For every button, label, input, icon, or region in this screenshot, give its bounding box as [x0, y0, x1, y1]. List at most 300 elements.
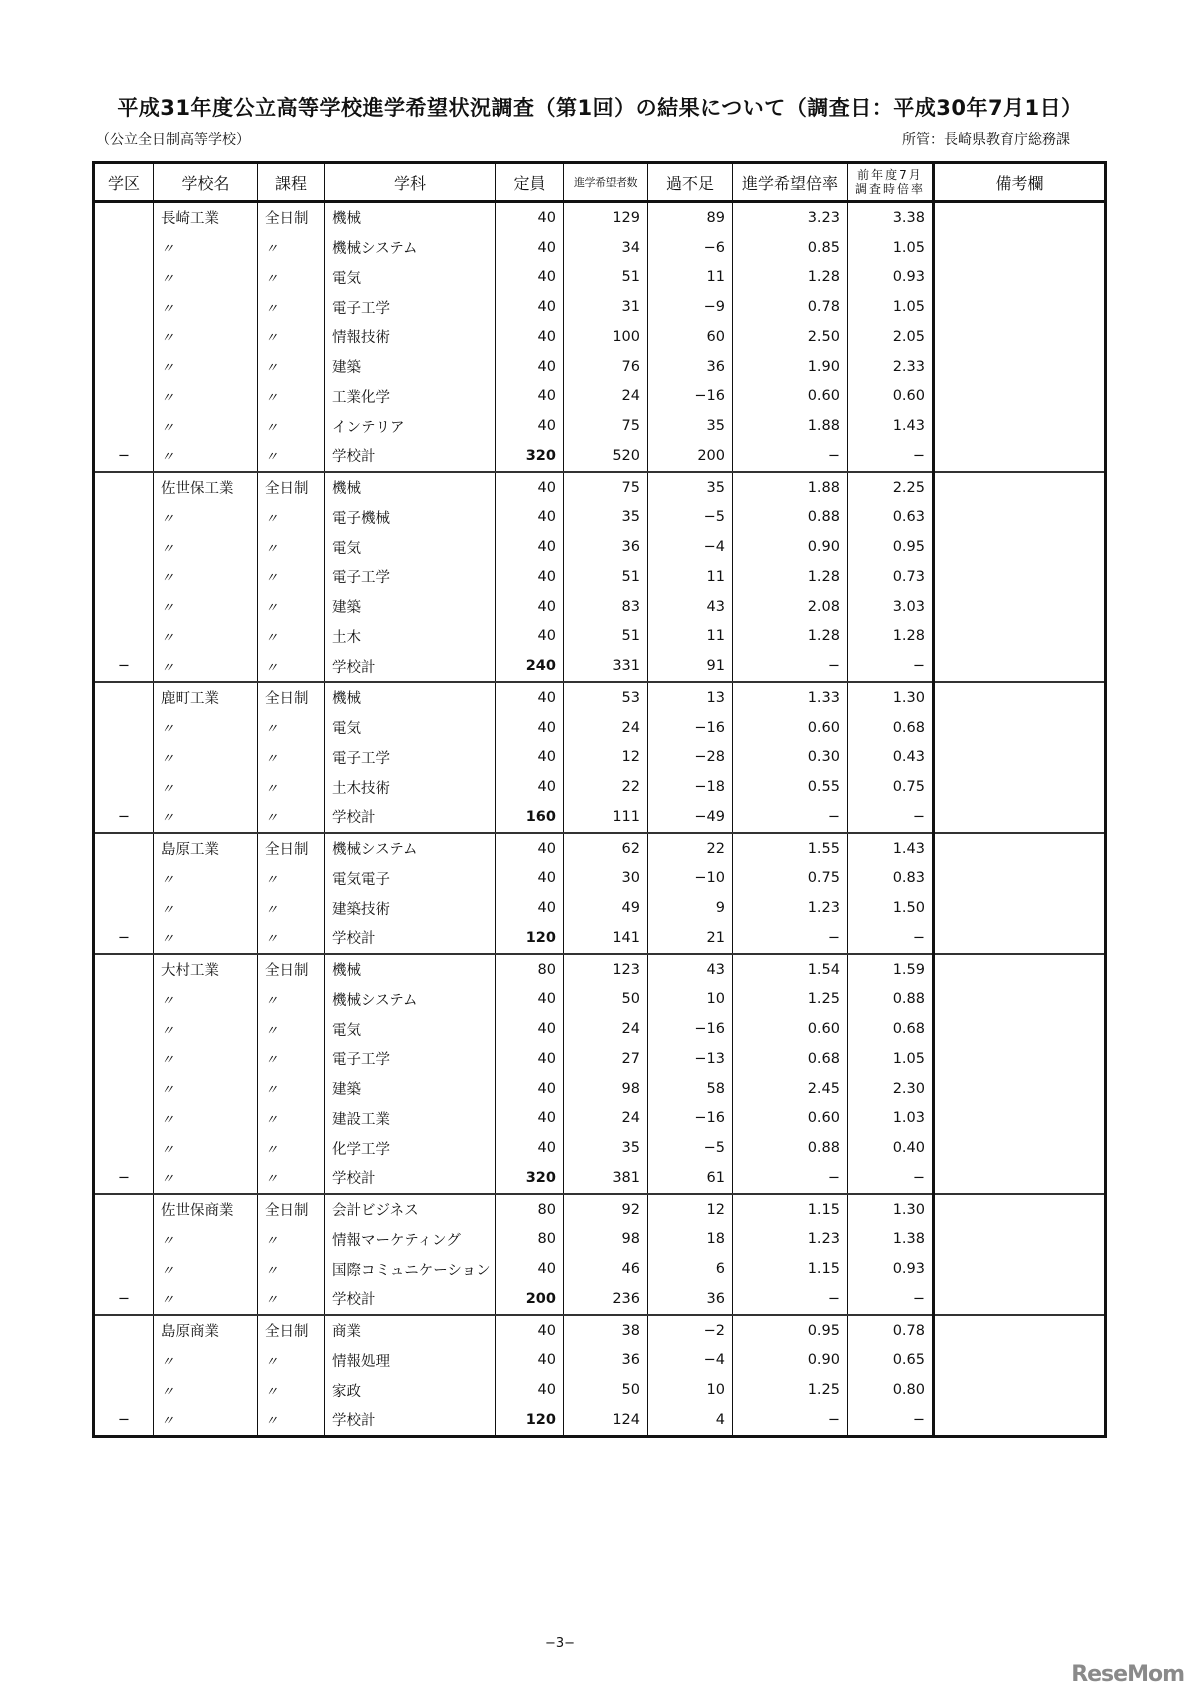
school-name-cell: 〃: [154, 532, 258, 562]
district-cell: −: [94, 651, 154, 682]
prev-ratio-cell: 1.59: [848, 954, 934, 985]
course-cell: 全日制: [258, 1194, 325, 1225]
school-name-cell: 鹿町工業: [154, 682, 258, 713]
ratio-cell: 2.45: [733, 1074, 848, 1104]
remarks-cell: [934, 441, 1106, 472]
surplus-cell: −16: [648, 1104, 733, 1134]
capacity-cell: 40: [496, 1254, 564, 1284]
district-cell: [94, 1044, 154, 1074]
page-number: −3−: [544, 1636, 576, 1651]
capacity-cell: 40: [496, 893, 564, 923]
ratio-cell: 1.15: [733, 1254, 848, 1284]
table-row: [94, 532, 1106, 562]
prev-ratio-cell: 1.05: [848, 233, 934, 263]
district-cell: [94, 202, 154, 233]
department-cell: 学校計: [325, 1284, 496, 1315]
department-cell: 建築: [325, 1074, 496, 1104]
course-cell: 〃: [258, 622, 325, 652]
district-cell: [94, 352, 154, 382]
school-name-cell: 〃: [154, 322, 258, 352]
ratio-cell: 1.28: [733, 622, 848, 652]
district-cell: [94, 592, 154, 622]
ratio-cell: −: [733, 802, 848, 833]
surplus-cell: −4: [648, 1346, 733, 1376]
header-ratio: 進学希望倍率: [733, 163, 848, 202]
table-row: [94, 622, 1106, 652]
school-name-cell: 佐世保商業: [154, 1194, 258, 1225]
table-row: [94, 1133, 1106, 1163]
table-row: [94, 1074, 1106, 1104]
course-cell: 〃: [258, 292, 325, 322]
ratio-cell: −: [733, 923, 848, 954]
ratio-cell: −: [733, 1163, 848, 1194]
department-cell: 国際コミュニケーション: [325, 1254, 496, 1284]
prev-ratio-cell: 2.33: [848, 352, 934, 382]
applicants-cell: 98: [564, 1074, 648, 1104]
school-name-cell: 〃: [154, 1375, 258, 1405]
district-cell: −: [94, 441, 154, 472]
course-cell: 〃: [258, 1014, 325, 1044]
district-cell: [94, 382, 154, 412]
capacity-cell: 40: [496, 1133, 564, 1163]
surplus-cell: 4: [648, 1405, 733, 1436]
school-name-cell: 〃: [154, 772, 258, 802]
school-name-cell: 〃: [154, 1163, 258, 1194]
course-cell: 〃: [258, 1405, 325, 1436]
applicants-cell: 75: [564, 472, 648, 503]
table-row: [94, 1375, 1106, 1405]
department-cell: 電気電子: [325, 864, 496, 894]
prev-ratio-cell: 1.30: [848, 682, 934, 713]
school-name-cell: 〃: [154, 1044, 258, 1074]
course-cell: 〃: [258, 1284, 325, 1315]
course-cell: 〃: [258, 233, 325, 263]
header-capacity: 定員: [496, 163, 564, 202]
applicants-cell: 123: [564, 954, 648, 985]
prev-ratio-cell: −: [848, 1405, 934, 1436]
capacity-cell: 40: [496, 743, 564, 773]
surplus-cell: 18: [648, 1225, 733, 1255]
course-cell: 〃: [258, 1375, 325, 1405]
remarks-cell: [934, 1375, 1106, 1405]
department-cell: 建設工業: [325, 1104, 496, 1134]
district-cell: −: [94, 1163, 154, 1194]
course-cell: 〃: [258, 1044, 325, 1074]
district-cell: [94, 532, 154, 562]
prev-ratio-cell: 0.83: [848, 864, 934, 894]
table-row: [94, 322, 1106, 352]
prev-ratio-cell: 0.88: [848, 985, 934, 1015]
department-cell: 電子工学: [325, 562, 496, 592]
capacity-cell: 200: [496, 1284, 564, 1315]
applicants-cell: 51: [564, 263, 648, 293]
surplus-cell: 6: [648, 1254, 733, 1284]
table-row: [94, 743, 1106, 773]
table-row: [94, 923, 1106, 954]
remarks-cell: [934, 772, 1106, 802]
prev-ratio-cell: 1.05: [848, 1044, 934, 1074]
capacity-cell: 40: [496, 1375, 564, 1405]
prev-ratio-cell: 2.05: [848, 322, 934, 352]
applicants-cell: 38: [564, 1315, 648, 1346]
department-cell: 電気: [325, 532, 496, 562]
district-cell: [94, 263, 154, 293]
school-name-cell: 〃: [154, 802, 258, 833]
capacity-cell: 40: [496, 1346, 564, 1376]
document-department-label: 所管：長崎県教育庁総務課: [902, 132, 1070, 148]
remarks-cell: [934, 1133, 1106, 1163]
ratio-cell: 1.28: [733, 562, 848, 592]
remarks-cell: [934, 592, 1106, 622]
header-course: 課程: [258, 163, 325, 202]
department-cell: 学校計: [325, 1163, 496, 1194]
table-row: [94, 1315, 1106, 1346]
applicants-cell: 236: [564, 1284, 648, 1315]
applicants-cell: 51: [564, 622, 648, 652]
ratio-cell: 1.23: [733, 893, 848, 923]
course-cell: 全日制: [258, 472, 325, 503]
surplus-cell: 9: [648, 893, 733, 923]
department-cell: 学校計: [325, 651, 496, 682]
header-department: 学科: [325, 163, 496, 202]
department-cell: 学校計: [325, 441, 496, 472]
capacity-cell: 40: [496, 592, 564, 622]
prev-ratio-cell: 1.43: [848, 411, 934, 441]
ratio-cell: 1.33: [733, 682, 848, 713]
district-cell: [94, 1375, 154, 1405]
surplus-cell: −10: [648, 864, 733, 894]
remarks-cell: [934, 1163, 1106, 1194]
district-cell: [94, 1254, 154, 1284]
table-row: [94, 352, 1106, 382]
ratio-cell: 2.08: [733, 592, 848, 622]
surplus-cell: −13: [648, 1044, 733, 1074]
remarks-cell: [934, 923, 1106, 954]
district-cell: [94, 713, 154, 743]
remarks-cell: [934, 322, 1106, 352]
remarks-cell: [934, 202, 1106, 233]
ratio-cell: 1.54: [733, 954, 848, 985]
table-row: [94, 1346, 1106, 1376]
ratio-cell: 0.30: [733, 743, 848, 773]
table-row: [94, 651, 1106, 682]
ratio-cell: 1.88: [733, 472, 848, 503]
department-cell: 機械: [325, 682, 496, 713]
applicants-cell: 111: [564, 802, 648, 833]
school-name-cell: 〃: [154, 441, 258, 472]
district-cell: [94, 411, 154, 441]
prev-ratio-cell: −: [848, 1284, 934, 1315]
district-cell: [94, 1104, 154, 1134]
table-row: [94, 893, 1106, 923]
department-cell: 家政: [325, 1375, 496, 1405]
prev-ratio-cell: 0.43: [848, 743, 934, 773]
district-cell: [94, 682, 154, 713]
surplus-cell: 43: [648, 592, 733, 622]
surplus-cell: 58: [648, 1074, 733, 1104]
header-district: 学区: [94, 163, 154, 202]
school-name-cell: 〃: [154, 1133, 258, 1163]
applicants-cell: 53: [564, 682, 648, 713]
prev-ratio-cell: 0.65: [848, 1346, 934, 1376]
prev-ratio-cell: 0.73: [848, 562, 934, 592]
remarks-cell: [934, 954, 1106, 985]
department-cell: 土木: [325, 622, 496, 652]
header-prev-ratio: [848, 163, 934, 202]
ratio-cell: 0.60: [733, 382, 848, 412]
school-name-cell: 島原商業: [154, 1315, 258, 1346]
applicants-cell: 520: [564, 441, 648, 472]
applicants-cell: 141: [564, 923, 648, 954]
school-name-cell: 〃: [154, 292, 258, 322]
applicants-cell: 92: [564, 1194, 648, 1225]
remarks-cell: [934, 1315, 1106, 1346]
applicants-cell: 34: [564, 233, 648, 263]
capacity-cell: 40: [496, 1104, 564, 1134]
table-row: [94, 472, 1106, 503]
course-cell: 〃: [258, 1225, 325, 1255]
prev-ratio-cell: 3.03: [848, 592, 934, 622]
remarks-cell: [934, 1074, 1106, 1104]
department-cell: 電子工学: [325, 743, 496, 773]
applicants-cell: 22: [564, 772, 648, 802]
remarks-cell: [934, 472, 1106, 503]
remarks-cell: [934, 1405, 1106, 1436]
applicants-cell: 24: [564, 1014, 648, 1044]
capacity-cell: 40: [496, 1315, 564, 1346]
department-cell: 電子工学: [325, 1044, 496, 1074]
ratio-cell: 0.90: [733, 532, 848, 562]
district-cell: [94, 292, 154, 322]
document-scope-label: （公立全日制高等学校）: [96, 132, 250, 148]
capacity-cell: 40: [496, 292, 564, 322]
course-cell: 〃: [258, 1163, 325, 1194]
remarks-cell: [934, 893, 1106, 923]
ratio-cell: 3.23: [733, 202, 848, 233]
remarks-cell: [934, 833, 1106, 864]
school-name-cell: 〃: [154, 713, 258, 743]
prev-ratio-cell: 1.43: [848, 833, 934, 864]
course-cell: 全日制: [258, 833, 325, 864]
ratio-cell: 1.15: [733, 1194, 848, 1225]
course-cell: 〃: [258, 1346, 325, 1376]
ratio-cell: 1.90: [733, 352, 848, 382]
prev-ratio-cell: −: [848, 1163, 934, 1194]
capacity-cell: 40: [496, 682, 564, 713]
department-cell: 機械: [325, 954, 496, 985]
surplus-cell: 89: [648, 202, 733, 233]
district-cell: [94, 1014, 154, 1044]
school-name-cell: 長崎工業: [154, 202, 258, 233]
applicants-cell: 51: [564, 562, 648, 592]
applicants-cell: 30: [564, 864, 648, 894]
surplus-cell: 21: [648, 923, 733, 954]
capacity-cell: 40: [496, 202, 564, 233]
applicants-cell: 35: [564, 1133, 648, 1163]
remarks-cell: [934, 1225, 1106, 1255]
ratio-cell: −: [733, 1405, 848, 1436]
capacity-cell: 40: [496, 1074, 564, 1104]
course-cell: 〃: [258, 322, 325, 352]
district-cell: [94, 472, 154, 503]
table-row: [94, 1044, 1106, 1074]
course-cell: 〃: [258, 923, 325, 954]
school-name-cell: 〃: [154, 622, 258, 652]
remarks-cell: [934, 682, 1106, 713]
school-name-cell: 〃: [154, 651, 258, 682]
remarks-cell: [934, 651, 1106, 682]
capacity-cell: 40: [496, 864, 564, 894]
prev-ratio-cell: 0.60: [848, 382, 934, 412]
surplus-cell: −16: [648, 1014, 733, 1044]
district-cell: [94, 1074, 154, 1104]
ratio-cell: 0.88: [733, 1133, 848, 1163]
ratio-cell: 1.28: [733, 263, 848, 293]
course-cell: 〃: [258, 743, 325, 773]
district-cell: [94, 1133, 154, 1163]
surplus-cell: −18: [648, 772, 733, 802]
prev-ratio-cell: −: [848, 441, 934, 472]
ratio-cell: 0.60: [733, 1014, 848, 1044]
table-row: [94, 411, 1106, 441]
capacity-cell: 320: [496, 1163, 564, 1194]
department-cell: 情報技術: [325, 322, 496, 352]
table-row: [94, 592, 1106, 622]
table-row: [94, 562, 1106, 592]
surplus-cell: 12: [648, 1194, 733, 1225]
department-cell: 建築技術: [325, 893, 496, 923]
surplus-cell: 11: [648, 263, 733, 293]
surplus-cell: −28: [648, 743, 733, 773]
department-cell: 電子工学: [325, 292, 496, 322]
prev-ratio-cell: 0.40: [848, 1133, 934, 1163]
applicants-cell: 129: [564, 202, 648, 233]
school-name-cell: 〃: [154, 985, 258, 1015]
remarks-cell: [934, 864, 1106, 894]
remarks-cell: [934, 802, 1106, 833]
prev-ratio-cell: 1.30: [848, 1194, 934, 1225]
prev-ratio-cell: 0.80: [848, 1375, 934, 1405]
surplus-cell: 10: [648, 1375, 733, 1405]
ratio-cell: 1.25: [733, 1375, 848, 1405]
school-name-cell: 〃: [154, 1254, 258, 1284]
course-cell: 〃: [258, 802, 325, 833]
prev-ratio-cell: 0.93: [848, 263, 934, 293]
surplus-cell: 11: [648, 622, 733, 652]
course-cell: 全日制: [258, 1315, 325, 1346]
prev-ratio-cell: −: [848, 923, 934, 954]
applicants-cell: 35: [564, 503, 648, 533]
capacity-cell: 40: [496, 622, 564, 652]
school-name-cell: 〃: [154, 382, 258, 412]
course-cell: 〃: [258, 1254, 325, 1284]
header-prev-ratio-line2: 調査時倍率: [854, 182, 925, 196]
course-cell: 〃: [258, 1104, 325, 1134]
remarks-cell: [934, 622, 1106, 652]
prev-ratio-cell: 0.95: [848, 532, 934, 562]
remarks-cell: [934, 1104, 1106, 1134]
department-cell: 機械システム: [325, 833, 496, 864]
applicants-cell: 83: [564, 592, 648, 622]
surplus-cell: 200: [648, 441, 733, 472]
department-cell: 情報マーケティング: [325, 1225, 496, 1255]
capacity-cell: 40: [496, 472, 564, 503]
surplus-cell: −5: [648, 1133, 733, 1163]
department-cell: インテリア: [325, 411, 496, 441]
header-school: 学校名: [154, 163, 258, 202]
ratio-cell: 0.85: [733, 233, 848, 263]
table-row: [94, 713, 1106, 743]
remarks-cell: [934, 1346, 1106, 1376]
table-row: [94, 772, 1106, 802]
department-cell: 機械システム: [325, 985, 496, 1015]
school-name-cell: 〃: [154, 1014, 258, 1044]
district-cell: [94, 322, 154, 352]
ratio-cell: −: [733, 441, 848, 472]
course-cell: 〃: [258, 985, 325, 1015]
department-cell: 建築: [325, 352, 496, 382]
school-name-cell: 〃: [154, 1405, 258, 1436]
table-row: [94, 1104, 1106, 1134]
table-row: [94, 441, 1106, 472]
applicants-cell: 50: [564, 1375, 648, 1405]
ratio-cell: 0.60: [733, 1104, 848, 1134]
district-cell: [94, 864, 154, 894]
capacity-cell: 40: [496, 713, 564, 743]
ratio-cell: 0.60: [733, 713, 848, 743]
course-cell: 〃: [258, 382, 325, 412]
prev-ratio-cell: 2.25: [848, 472, 934, 503]
capacity-cell: 40: [496, 233, 564, 263]
course-cell: 〃: [258, 352, 325, 382]
prev-ratio-cell: 1.03: [848, 1104, 934, 1134]
capacity-cell: 40: [496, 503, 564, 533]
school-name-cell: 〃: [154, 1284, 258, 1315]
capacity-cell: 120: [496, 1405, 564, 1436]
applicants-cell: 62: [564, 833, 648, 864]
capacity-cell: 40: [496, 985, 564, 1015]
capacity-cell: 40: [496, 1044, 564, 1074]
school-name-cell: 〃: [154, 233, 258, 263]
table-row: [94, 202, 1106, 233]
school-name-cell: 〃: [154, 1346, 258, 1376]
applicants-cell: 381: [564, 1163, 648, 1194]
department-cell: 機械: [325, 472, 496, 503]
school-name-cell: 〃: [154, 923, 258, 954]
header-prev-ratio-line1: 前年度7月: [857, 168, 923, 182]
prev-ratio-cell: 1.28: [848, 622, 934, 652]
capacity-cell: 240: [496, 651, 564, 682]
district-cell: [94, 743, 154, 773]
table-row: [94, 1405, 1106, 1436]
district-cell: [94, 772, 154, 802]
school-name-cell: 〃: [154, 352, 258, 382]
applicants-cell: 124: [564, 1405, 648, 1436]
course-cell: 〃: [258, 893, 325, 923]
course-cell: 〃: [258, 713, 325, 743]
department-cell: 建築: [325, 592, 496, 622]
school-name-cell: 〃: [154, 1225, 258, 1255]
district-cell: [94, 985, 154, 1015]
school-name-cell: 〃: [154, 592, 258, 622]
ratio-cell: 1.25: [733, 985, 848, 1015]
school-name-cell: 〃: [154, 1074, 258, 1104]
capacity-cell: 160: [496, 802, 564, 833]
capacity-cell: 40: [496, 833, 564, 864]
ratio-cell: 2.50: [733, 322, 848, 352]
table-row: [94, 1225, 1106, 1255]
department-cell: 商業: [325, 1315, 496, 1346]
